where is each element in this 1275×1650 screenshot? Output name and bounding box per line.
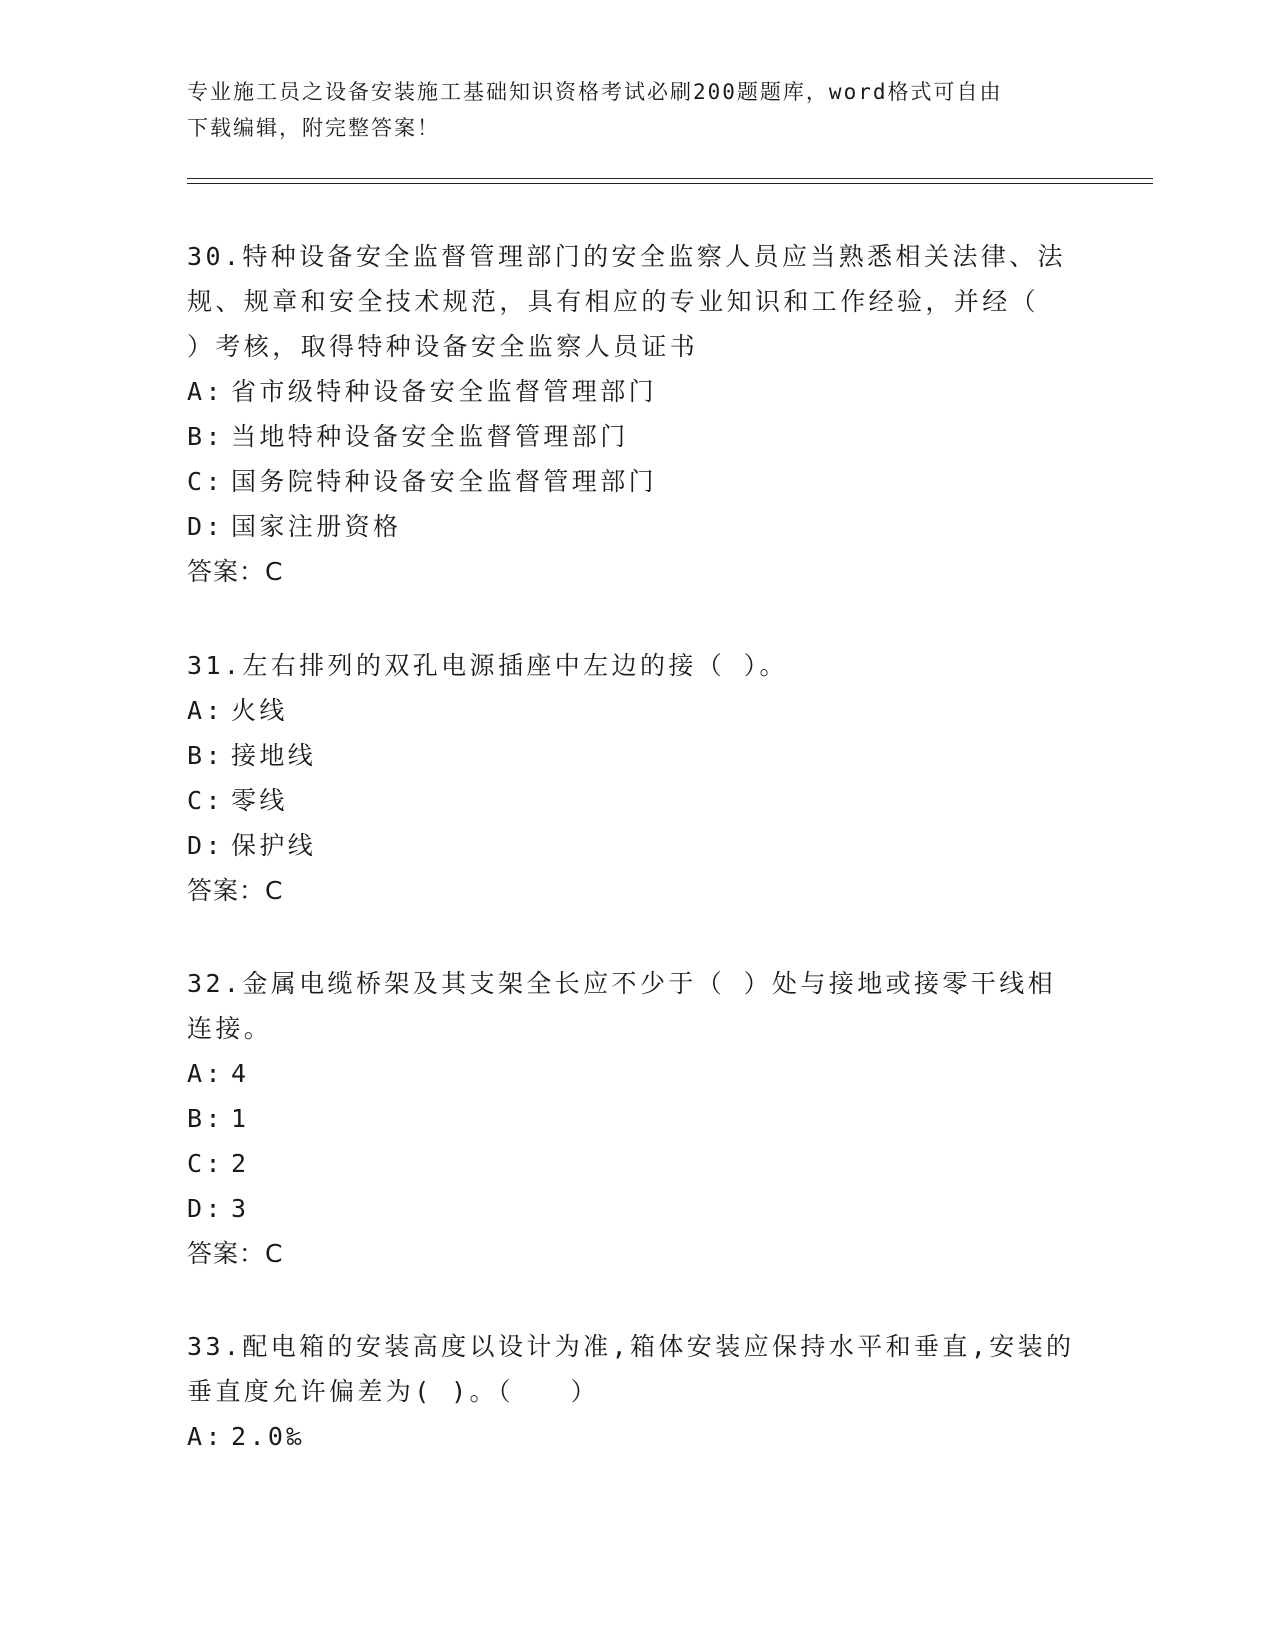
option-text: 2.0‰	[231, 1422, 305, 1451]
option-text: 零线	[231, 786, 288, 815]
option-d	[187, 823, 1087, 868]
option-a	[187, 1414, 1087, 1459]
header-divider-bottom	[187, 183, 1153, 184]
option-a	[187, 1051, 1087, 1096]
question-32	[187, 961, 1087, 1276]
stem-line: 31.左右排列的双孔电源插座中左边的接（ ）。	[187, 651, 788, 680]
option-text: 当地特种设备安全监督管理部门	[231, 422, 629, 451]
header-line-1: 专业施工员之设备安装施工基础知识资格考试必刷200题题库，word格式可自由	[187, 80, 1003, 104]
option-b	[187, 733, 1087, 778]
option-c	[187, 459, 1087, 504]
stem-line: 30.特种设备安全监督管理部门的安全监察人员应当熟悉相关法律、法	[187, 242, 1066, 271]
option-b	[187, 1096, 1087, 1141]
option-key: D:	[187, 1194, 224, 1223]
option-key: C:	[187, 786, 224, 815]
question-stem	[187, 234, 1087, 369]
option-text: 省市级特种设备安全监督管理部门	[231, 377, 658, 406]
option-c	[187, 1141, 1087, 1186]
option-key: A:	[187, 1422, 224, 1451]
option-key: B:	[187, 422, 224, 451]
option-d	[187, 504, 1087, 549]
question-30	[187, 234, 1087, 594]
stem-line: ）考核，取得特种设备安全监察人员证书	[187, 332, 699, 361]
option-c	[187, 778, 1087, 823]
option-text: 火线	[231, 696, 288, 725]
question-stem	[187, 1324, 1087, 1414]
document-header	[187, 74, 1087, 146]
option-key: C:	[187, 467, 224, 496]
stem-line: 32.金属电缆桥架及其支架全长应不少于（ ）处与接地或接零干线相	[187, 969, 1057, 998]
option-text: 保护线	[231, 831, 317, 860]
option-text: 1	[231, 1104, 250, 1133]
stem-line: 规、规章和安全技术规范，具有相应的专业知识和工作经验，并经（	[187, 287, 1040, 316]
option-key: B:	[187, 1104, 224, 1133]
option-text: 3	[231, 1194, 250, 1223]
option-d	[187, 1186, 1087, 1231]
option-key: A:	[187, 696, 224, 725]
header-divider-top	[187, 178, 1153, 179]
option-b	[187, 414, 1087, 459]
option-text: 2	[231, 1149, 250, 1178]
option-text: 4	[231, 1059, 250, 1088]
answer-line: 答案：C	[187, 557, 284, 586]
answer-line: 答案：C	[187, 876, 284, 905]
question-33	[187, 1324, 1087, 1459]
option-text: 国务院特种设备安全监督管理部门	[231, 467, 658, 496]
stem-line: 33.配电箱的安装高度以设计为准,箱体安装应保持水平和垂直,安装的	[187, 1332, 1075, 1361]
question-stem	[187, 643, 1087, 688]
question-stem	[187, 961, 1087, 1051]
stem-line: 连接。	[187, 1014, 273, 1043]
option-a	[187, 369, 1087, 414]
option-key: D:	[187, 831, 224, 860]
option-key: B:	[187, 741, 224, 770]
option-text: 接地线	[231, 741, 317, 770]
option-text: 国家注册资格	[231, 512, 402, 541]
question-31	[187, 643, 1087, 913]
option-key: D:	[187, 512, 224, 541]
option-key: A:	[187, 377, 224, 406]
header-line-2: 下载编辑，附完整答案！	[187, 116, 440, 140]
stem-line: 垂直度允许偏差为( )。（ ）	[187, 1377, 600, 1406]
option-a	[187, 688, 1087, 733]
option-key: C:	[187, 1149, 224, 1178]
option-key: A:	[187, 1059, 224, 1088]
answer-line: 答案：C	[187, 1239, 284, 1268]
